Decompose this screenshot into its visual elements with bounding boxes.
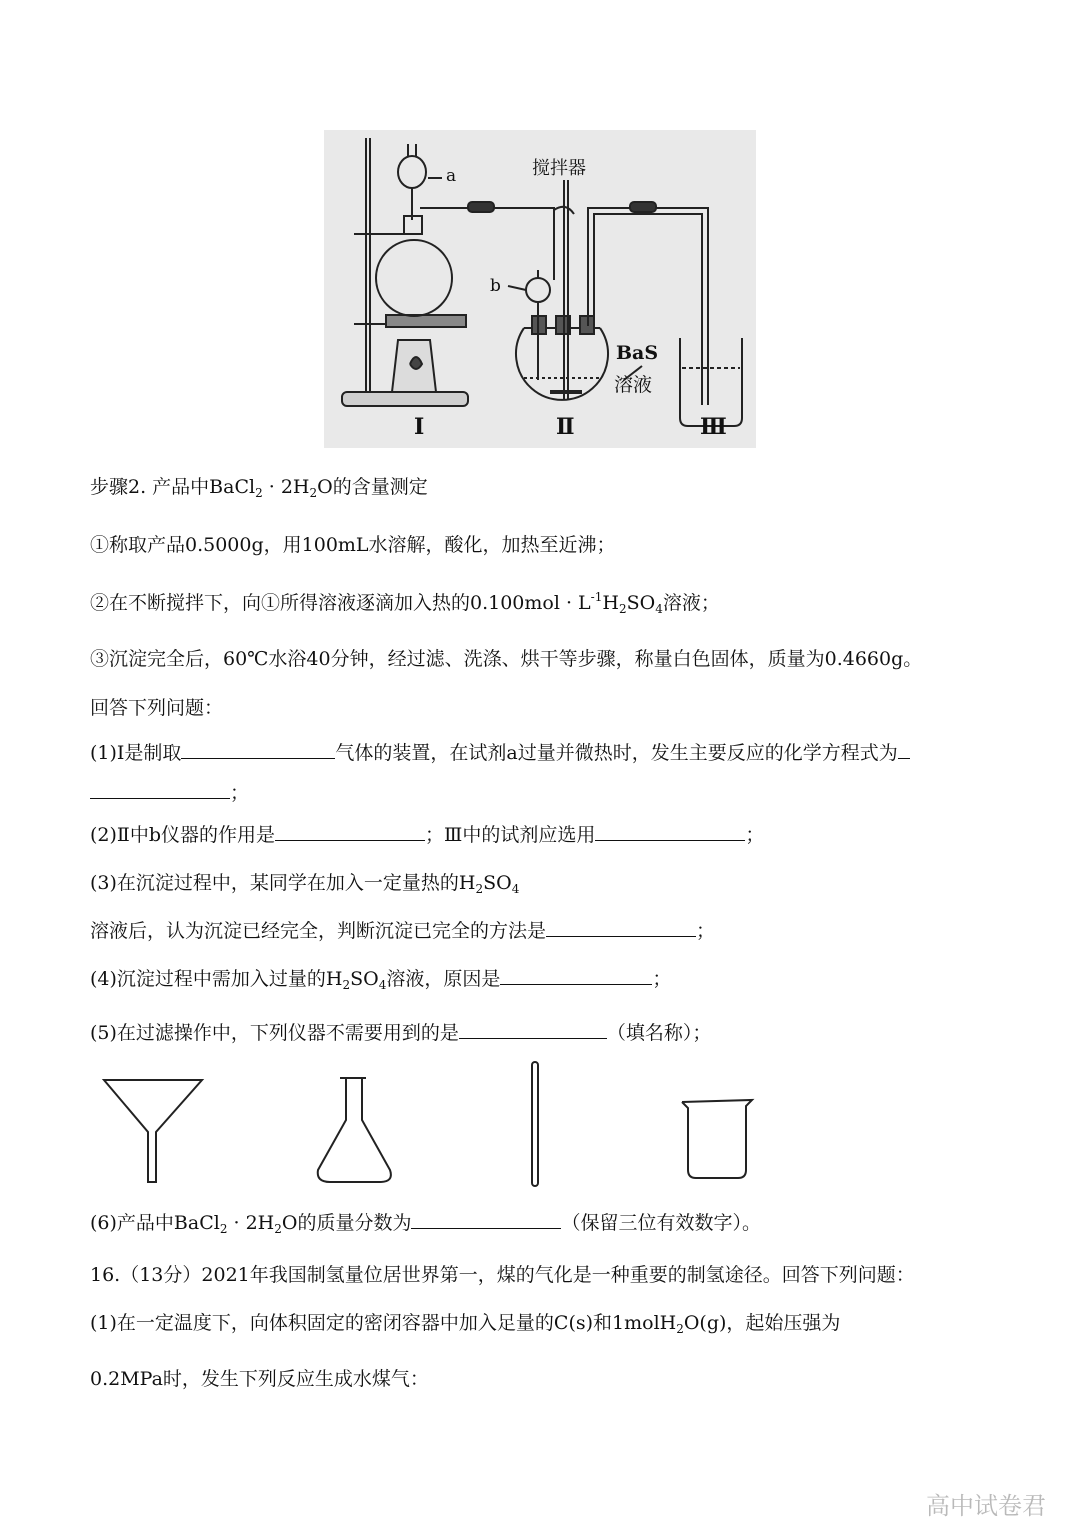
formula-subscript: 2 (274, 1222, 282, 1236)
formula-text: BaCl (209, 476, 256, 498)
watermark: 高中试卷君 (926, 1492, 1046, 1520)
answer-blank[interactable] (898, 740, 910, 759)
formula-text: SO (626, 592, 656, 614)
question-16-part1-cont: 0.2MPa时，发生下列反应生成水煤气： (90, 1368, 429, 1390)
label-funnel-b: b (490, 276, 501, 296)
question-16-part1 (90, 1310, 840, 1336)
label-solution: 溶液 (614, 374, 653, 396)
formula-text: O (317, 476, 333, 498)
step-3: ③沉淀完全后，60℃水浴40分钟，经过滤、洗涤、烘干等步骤，称量白色固体，质量为0.4660g。 (90, 648, 923, 670)
answer-blank[interactable] (459, 1020, 607, 1039)
q6-text: (6)产品中BaCl (90, 1212, 220, 1234)
label-apparatus-ii: Ⅱ (556, 414, 575, 440)
question-2 (90, 822, 764, 848)
question-1 (90, 740, 910, 766)
question-4 (90, 966, 671, 992)
q1-text: 气体的装置，在试剂a过量并微热时，发生主要反应的化学方程式为 (335, 742, 898, 764)
formula-text: H (602, 592, 619, 614)
q2-text: ；Ⅲ中的试剂应选用 (425, 824, 596, 846)
answer-blank[interactable] (181, 740, 335, 759)
formula-subscript: 4 (655, 602, 663, 616)
formula-subscript: 2 (255, 486, 263, 500)
q16-text: O(g)，起始压强为 (683, 1312, 841, 1334)
formula-subscript: 4 (378, 978, 387, 992)
formula-subscript: 2 (309, 486, 318, 500)
formula-text: · 2H (227, 1212, 275, 1234)
instruments-row (90, 1060, 790, 1190)
question-6 (90, 1210, 761, 1236)
step2-prefix: 步骤2. 产品中 (90, 476, 210, 498)
conical-flask-icon (318, 1078, 391, 1182)
q16-text: (1)在一定温度下，向体积固定的密闭容器中加入足量的C(s)和1molH (90, 1312, 677, 1334)
q6-text: （保留三位有效数字）。 (561, 1212, 761, 1234)
step2-end: 溶液； (662, 592, 720, 614)
label-reagent-a: a (446, 166, 457, 186)
superscript: -1 (590, 590, 603, 604)
answer-blank[interactable] (546, 918, 696, 937)
step2-heading (90, 474, 428, 500)
label-stirrer: 搅拌器 (532, 158, 586, 179)
question-1-cont (90, 780, 249, 806)
step2-text: ②在不断搅拌下，向①所得溶液逐滴加入热的0.100mol · L (90, 592, 591, 614)
answer-blank[interactable] (90, 780, 230, 799)
formula-subscript: 2 (618, 602, 627, 616)
answer-blank[interactable] (500, 966, 652, 985)
formula-subscript: 4 (511, 882, 520, 896)
q1-end: ； (230, 782, 250, 804)
beaker-icon (682, 1100, 752, 1178)
formula-subscript: 2 (219, 1222, 228, 1236)
question-3-cont (90, 918, 715, 944)
q4-text: 溶液，原因是 (386, 968, 501, 990)
q5-text: (5)在过滤操作中，下列仪器不需要用到的是 (90, 1022, 459, 1044)
formula-text: SO (483, 872, 512, 894)
formula-text: SO (350, 968, 379, 990)
q5-text: （填名称）； (606, 1022, 712, 1044)
label-apparatus-i: Ⅰ (414, 414, 425, 440)
label-bas: BaS (616, 342, 659, 364)
question-5 (90, 1020, 711, 1046)
answer-blank[interactable] (595, 822, 745, 841)
step-1: ①称取产品0.5000g，用100mL水溶解，酸化，加热至近沸； (90, 534, 616, 556)
formula-subscript: 2 (342, 978, 351, 992)
answer-blank[interactable] (411, 1210, 561, 1229)
answer-blank[interactable] (275, 822, 425, 841)
label-apparatus-iii: Ⅲ (700, 414, 727, 440)
q3-text: 溶液后，认为沉淀已经完全，判断沉淀已完全的方法是 (90, 920, 547, 942)
answer-prompt: 回答下列问题： (90, 697, 224, 719)
formula-subscript: 2 (475, 882, 484, 896)
q4-end: ； (652, 968, 672, 990)
funnel-icon (104, 1080, 202, 1182)
q2-end: ； (745, 824, 765, 846)
q3-end: ； (696, 920, 716, 942)
question-3 (90, 870, 519, 896)
step2-suffix: 的含量测定 (332, 476, 428, 498)
step-2 (90, 590, 720, 616)
formula-subscript: 2 (676, 1322, 684, 1336)
apparatus-figure (324, 130, 756, 448)
q2-text: (2)Ⅱ中b仪器的作用是 (90, 824, 275, 846)
formula-text: · 2H (262, 476, 310, 498)
question-16-intro: 16.（13分）2021年我国制氢量位居世界第一，煤的气化是一种重要的制氢途径。回答下列问题： (90, 1264, 915, 1286)
q1-text: (1)Ⅰ是制取 (90, 742, 182, 764)
q3-text: (3)在沉淀过程中，某同学在加入一定量热的H (90, 872, 476, 894)
q4-text: (4)沉淀过程中需加入过量的H (90, 968, 343, 990)
q6-text: O的质量分数为 (281, 1212, 412, 1234)
glass-rod-icon (532, 1062, 538, 1186)
